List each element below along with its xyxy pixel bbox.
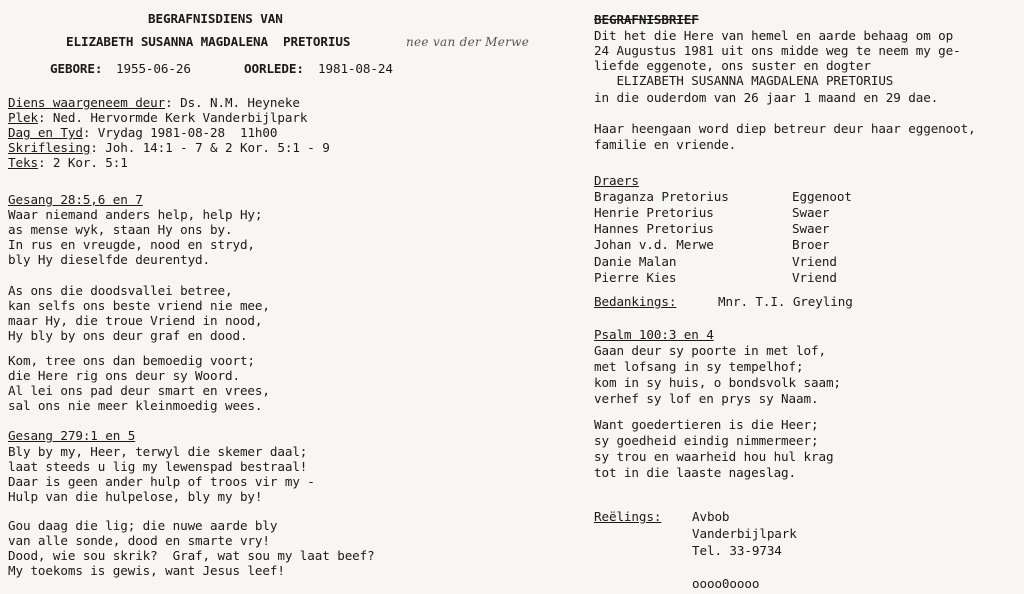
program-heading: BEGRAFNISDIENS VAN xyxy=(148,11,283,26)
notice-line: in die ouderdom van 26 jaar 1 maand en 29 dae. xyxy=(594,90,939,105)
psalm-line: sy trou en waarheid hou hul krag xyxy=(594,449,834,464)
pallbearer-name: Danie Malan xyxy=(594,254,677,269)
service-label: Diens waargeneem deur xyxy=(8,95,166,110)
service-value: 2 Kor. 5:1 xyxy=(52,155,128,170)
hymn-2-title: Gesang 279:1 en 5 xyxy=(8,428,136,443)
hymn-line: maar Hy, die troue Vriend in nood, xyxy=(8,313,263,328)
pallbearer-row xyxy=(594,189,894,204)
pallbearer-role: Eggenoot xyxy=(792,189,852,204)
service-detail-officiant: Diens waargeneem deur: Ds. N.M. Heyneke xyxy=(8,95,300,110)
pallbearer-row xyxy=(594,270,894,285)
service-value: Vrydag 1981-08-28 11h00 xyxy=(97,125,278,140)
hymn-line: bly Hy dieselfde deurentyd. xyxy=(8,252,211,267)
psalm-line: Want goedertieren is die Heer; xyxy=(594,417,819,432)
hymn-line: laat steeds u lig my lewenspad bestraal! xyxy=(8,459,308,474)
notice-line: Dit het die Here van hemel en aarde behaag om op xyxy=(594,28,954,43)
service-detail-text: Teks: 2 Kor. 5:1 xyxy=(8,155,128,170)
pallbearer-role: Vriend xyxy=(792,270,837,285)
service-label: Dag en Tyd xyxy=(8,125,83,140)
psalm-line: sy goedheid eindig nimmermeer; xyxy=(594,433,819,448)
hymn-line: Hulp van die hulpelose, bly my by! xyxy=(8,489,263,504)
born-date: 1955-06-26 xyxy=(116,61,191,76)
arrangements-label: Reëlings: xyxy=(594,509,662,524)
pallbearer-role: Swaer xyxy=(792,221,830,236)
hymn-line: As ons die doodsvallei betree, xyxy=(8,283,233,298)
service-label: Skriflesing xyxy=(8,140,91,155)
deceased-name: ELIZABETH SUSANNA MAGDALENA PRETORIUS xyxy=(66,34,351,49)
pallbearer-role: Vriend xyxy=(792,254,837,269)
notice-line: liefde eggenote, ons suster en dogter xyxy=(594,58,871,73)
pallbearer-name: Johan v.d. Merwe xyxy=(594,237,714,252)
service-detail-reading: Skriflesing: Joh. 14:1 - 7 & 2 Kor. 5:1 - 9 xyxy=(8,140,330,155)
born-label: GEBORE: xyxy=(50,61,103,76)
notice-line: ELIZABETH SUSANNA MAGDALENA PRETORIUS xyxy=(594,73,894,88)
pallbearer-name: Hannes Pretorius xyxy=(594,221,714,236)
notice-title: BEGRAFNISBRIEF xyxy=(594,12,699,27)
hymn-line: Gou daag die lig; die nuwe aarde bly xyxy=(8,518,278,533)
psalm-line: tot in die laaste nageslag. xyxy=(594,465,797,480)
service-value: Joh. 14:1 - 7 & 2 Kor. 5:1 - 9 xyxy=(105,140,330,155)
psalm-line: verhef sy lof en prys sy Naam. xyxy=(594,391,819,406)
pallbearer-row xyxy=(594,254,894,269)
service-detail-time: Dag en Tyd: Vrydag 1981-08-28 11h00 xyxy=(8,125,278,140)
pallbearer-row xyxy=(594,205,894,220)
handwritten-maiden-name: nee van der Merwe xyxy=(406,35,530,49)
pallbearer-role: Broer xyxy=(792,237,830,252)
hymn-line: Dood, wie sou skrik? Graf, wat sou my laat beef? xyxy=(8,548,375,563)
psalm-line: Gaan deur sy poorte in met lof, xyxy=(594,343,826,358)
hymn-line: van alle sonde, dood en smarte vry! xyxy=(8,533,270,548)
pallbearer-name: Henrie Pretorius xyxy=(594,205,714,220)
notice-line: 24 Augustus 1981 uit ons midde weg te neem my ge- xyxy=(594,43,961,58)
pallbearer-name: Braganza Pretorius xyxy=(594,189,729,204)
pallbearer-row xyxy=(594,221,894,236)
mourning-line: Haar heengaan word diep betreur deur haar eggenoot, xyxy=(594,121,976,136)
service-label: Teks xyxy=(8,155,38,170)
hymn-line: Hy bly by ons deur graf en dood. xyxy=(8,328,248,343)
pallbearers-title: Draers xyxy=(594,173,639,188)
hymn-line: Kom, tree ons dan bemoedig voort; xyxy=(8,353,255,368)
service-detail-place: Plek: Ned. Hervormde Kerk Vanderbijlpark xyxy=(8,110,308,125)
hymn-1-title: Gesang 28:5,6 en 7 xyxy=(8,192,143,207)
hymn-line: kan selfs ons beste vriend nie mee, xyxy=(8,298,270,313)
hymn-line: Al lei ons pad deur smart en vrees, xyxy=(8,383,270,398)
hymn-line: sal ons nie meer kleinmoedig wees. xyxy=(8,398,263,413)
service-value: Ds. N.M. Heyneke xyxy=(180,95,300,110)
thanks-value: Mnr. T.I. Greyling xyxy=(718,294,853,309)
died-label: OORLEDE: xyxy=(244,61,304,76)
thanks-label: Bedankings: xyxy=(594,294,677,309)
pallbearer-name: Pierre Kies xyxy=(594,270,677,285)
died-date: 1981-08-24 xyxy=(318,61,393,76)
pallbearer-row xyxy=(594,237,894,252)
arrangements-line: Avbob xyxy=(692,509,730,524)
arrangements-line: Tel. 33-9734 xyxy=(692,543,782,558)
arrangements-line: Vanderbijlpark xyxy=(692,526,797,541)
closing-ornament: oooo0oooo xyxy=(692,576,760,591)
hymn-line: as mense wyk, staan Hy ons by. xyxy=(8,222,233,237)
mourning-line: familie en vriende. xyxy=(594,137,737,152)
hymn-line: die Here rig ons deur sy Woord. xyxy=(8,368,240,383)
pallbearer-role: Swaer xyxy=(792,205,830,220)
psalm-title: Psalm 100:3 en 4 xyxy=(594,327,714,342)
psalm-line: kom in sy huis, o bondsvolk saam; xyxy=(594,375,841,390)
hymn-line: In rus en vreugde, nood en stryd, xyxy=(8,237,255,252)
psalm-line: met lofsang in sy tempelhof; xyxy=(594,359,804,374)
hymn-line: My toekoms is gewis, want Jesus leef! xyxy=(8,563,285,578)
service-value: Ned. Hervormde Kerk Vanderbijlpark xyxy=(52,110,308,125)
hymn-line: Daar is geen ander hulp of troos vir my - xyxy=(8,474,315,489)
hymn-line: Waar niemand anders help, help Hy; xyxy=(8,207,263,222)
hymn-line: Bly by my, Heer, terwyl die skemer daal; xyxy=(8,444,308,459)
service-label: Plek xyxy=(8,110,38,125)
